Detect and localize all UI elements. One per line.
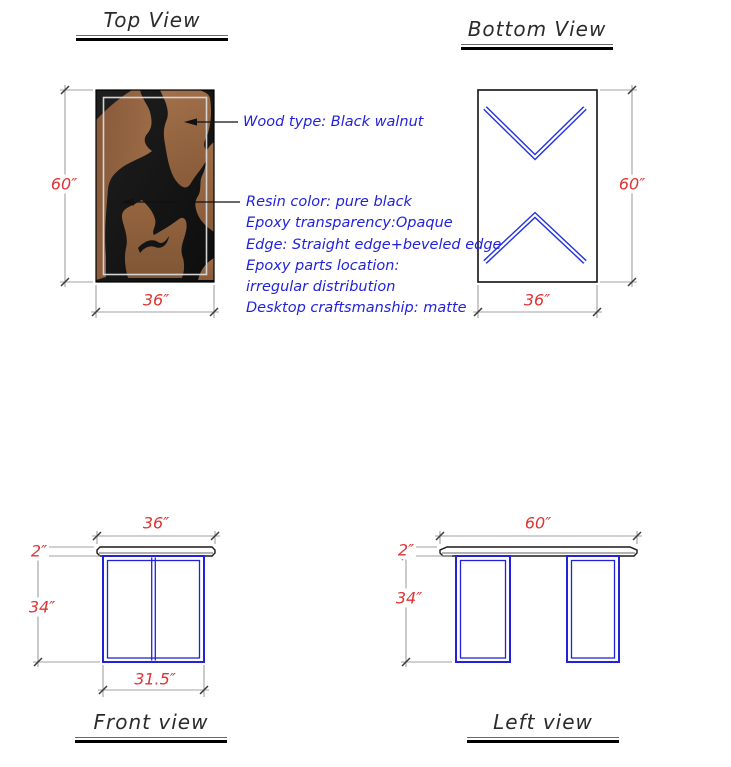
left-view-title-block — [467, 710, 619, 743]
dim-bottomview-width: 36″ — [523, 290, 551, 310]
spec-craftsmanship: Desktop craftsmanship: matte — [246, 300, 467, 317]
spec-resin-color: Resin color: pure black — [246, 194, 412, 210]
dim-leftview-top-width: 60″ — [524, 513, 552, 533]
dim-frontview-top-width: 36″ — [142, 513, 170, 533]
dim-topview-width: 36″ — [142, 290, 170, 310]
dim-frontview-thickness: 2″ — [30, 541, 48, 561]
front-legs — [103, 556, 204, 662]
spec-edge: Edge: Straight edge+beveled edge — [246, 236, 502, 253]
title-underline-thick — [75, 740, 227, 743]
dim-leftview-thickness: 2″ — [397, 540, 415, 560]
annotation-wood-type: Wood type: Black walnut — [243, 114, 424, 130]
spec-location: Epoxy parts location: — [246, 257, 400, 274]
front-view-drawing — [97, 547, 215, 662]
bottom-view-title: Bottom View — [467, 17, 607, 41]
front-view-title-block — [75, 710, 227, 743]
top-view-title: Top View — [103, 8, 201, 32]
top-view-title-block — [76, 8, 228, 41]
left-legs — [456, 556, 619, 662]
dim-topview-height: 60″ — [50, 174, 78, 194]
title-underline-thick — [461, 47, 613, 50]
dim-frontview-leg-height: 34″ — [28, 597, 56, 617]
annotation-spec-list — [246, 192, 501, 320]
spec-distribution: irregular distribution — [246, 279, 396, 296]
spec-transparency: Epoxy transparency:Opaque — [246, 215, 453, 232]
dim-frontview-leg-spacing: 31.5″ — [134, 669, 176, 689]
left-view-title: Left view — [493, 710, 593, 734]
dim-leftview-leg-height: 34″ — [395, 588, 423, 608]
dim-bottomview-height: 60″ — [618, 174, 646, 194]
left-tabletop-slab — [440, 547, 637, 556]
title-underline-thick — [76, 38, 228, 41]
front-tabletop-slab — [97, 547, 215, 556]
left-view-drawing — [440, 547, 637, 662]
bottom-view-title-block — [461, 17, 613, 50]
front-view-title: Front view — [93, 710, 209, 734]
title-underline-thick — [467, 740, 619, 743]
